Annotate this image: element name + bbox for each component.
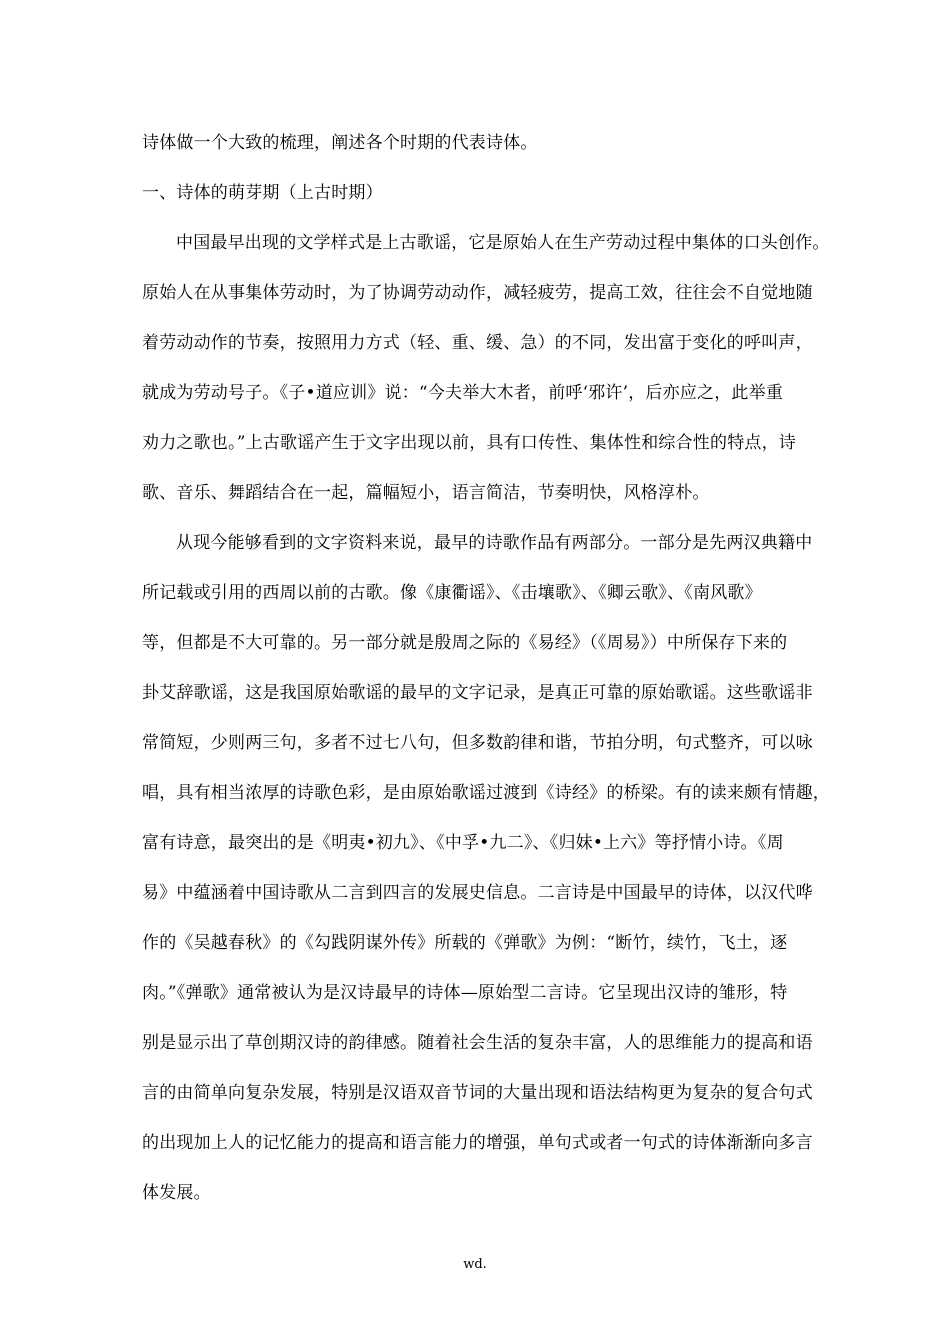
text-line: 易》中蕴涵着中国诗歌从二言到四言的发展史信息。二言诗是中国最早的诗体，以汉代哗 bbox=[142, 883, 813, 903]
text-line: 别是显示出了草创期汉诗的韵律感。随着社会生活的复杂丰富，人的思维能力的提高和语 bbox=[142, 1033, 813, 1053]
text-line: 诗体做一个大致的梳理，阐述各个时期的代表诗体。 bbox=[142, 133, 538, 153]
text-line: 富有诗意，最突出的是《明夷•初九》、《中孚•九二》、《归妹•上六》等抒情小诗。《周 bbox=[142, 833, 784, 853]
text-line: 体发展。 bbox=[142, 1183, 211, 1203]
text-line: 歌、音乐、舞蹈结合在一起，篇幅短小，语言简洁，节奏明快，风格淳朴。 bbox=[142, 483, 710, 503]
text-line: 原始人在从事集体劳动时，为了协调劳动动作，减轻疲劳，提高工效，往往会不自觉地随 bbox=[142, 283, 813, 303]
section-heading: 一、诗体的萌芽期（上古时期） bbox=[142, 183, 383, 203]
text-line: 等，但都是不大可靠的。另一部分就是殷周之际的《易经》（《周易》）中所保存下来的 bbox=[142, 633, 788, 653]
text-line: 唱，具有相当浓厚的诗歌色彩，是由原始歌谣过渡到《诗经》的桥梁。有的读来颇有情趣， bbox=[142, 783, 830, 803]
text-line: 劝力之歌也。”上古歌谣产生于文字出现以前，具有口传性、集体性和综合性的特点，诗 bbox=[142, 433, 796, 453]
text-line: 就成为劳动号子。《子•道应训》说：“今夫举大木者，前呼‘邪许’，后亦应之，此举重 bbox=[142, 383, 784, 403]
text-line: 的出现加上人的记忆能力的提高和语言能力的增强，单句式或者一句式的诗体渐渐向多言 bbox=[142, 1133, 813, 1153]
text-line: 中国最早出现的文学样式是上古歌谣，它是原始人在生产劳动过程中集体的口头创作。 bbox=[176, 233, 830, 253]
text-line: 肉。”《弹歌》通常被认为是汉诗最早的诗体—原始型二言诗。它呈现出汉诗的雏形，特 bbox=[142, 983, 788, 1003]
text-line: 着劳动动作的节奏，按照用力方式（轻、重、缓、急）的不同，发出富于变化的呼叫声， bbox=[142, 333, 813, 353]
text-line: 卦艾辞歌谣，这是我国原始歌谣的最早的文字记录，是真正可靠的原始歌谣。这些歌谣非 bbox=[142, 683, 813, 703]
text-line: 作的《吴越春秋》的《勾践阴谋外传》所载的《弹歌》为例：“断竹，续竹，飞土，逐 bbox=[142, 933, 788, 953]
text-line: 所记载或引用的西周以前的古歌。像《康衢谣》、《击壤歌》、《卿云歌》、《南风歌》 bbox=[142, 583, 762, 603]
text-line: 常简短，少则两三句，多者不过七八句，但多数韵律和谐，节拍分明，句式整齐，可以咏 bbox=[142, 733, 813, 753]
text-line: 言的由简单向复杂发展，特别是汉语双音节词的大量出现和语法结构更为复杂的复合句式 bbox=[142, 1083, 813, 1103]
page-footer: wd. bbox=[463, 1257, 487, 1272]
text-line: 从现今能够看到的文字资料来说，最早的诗歌作品有两部分。一部分是先两汉典籍中 bbox=[176, 533, 813, 553]
